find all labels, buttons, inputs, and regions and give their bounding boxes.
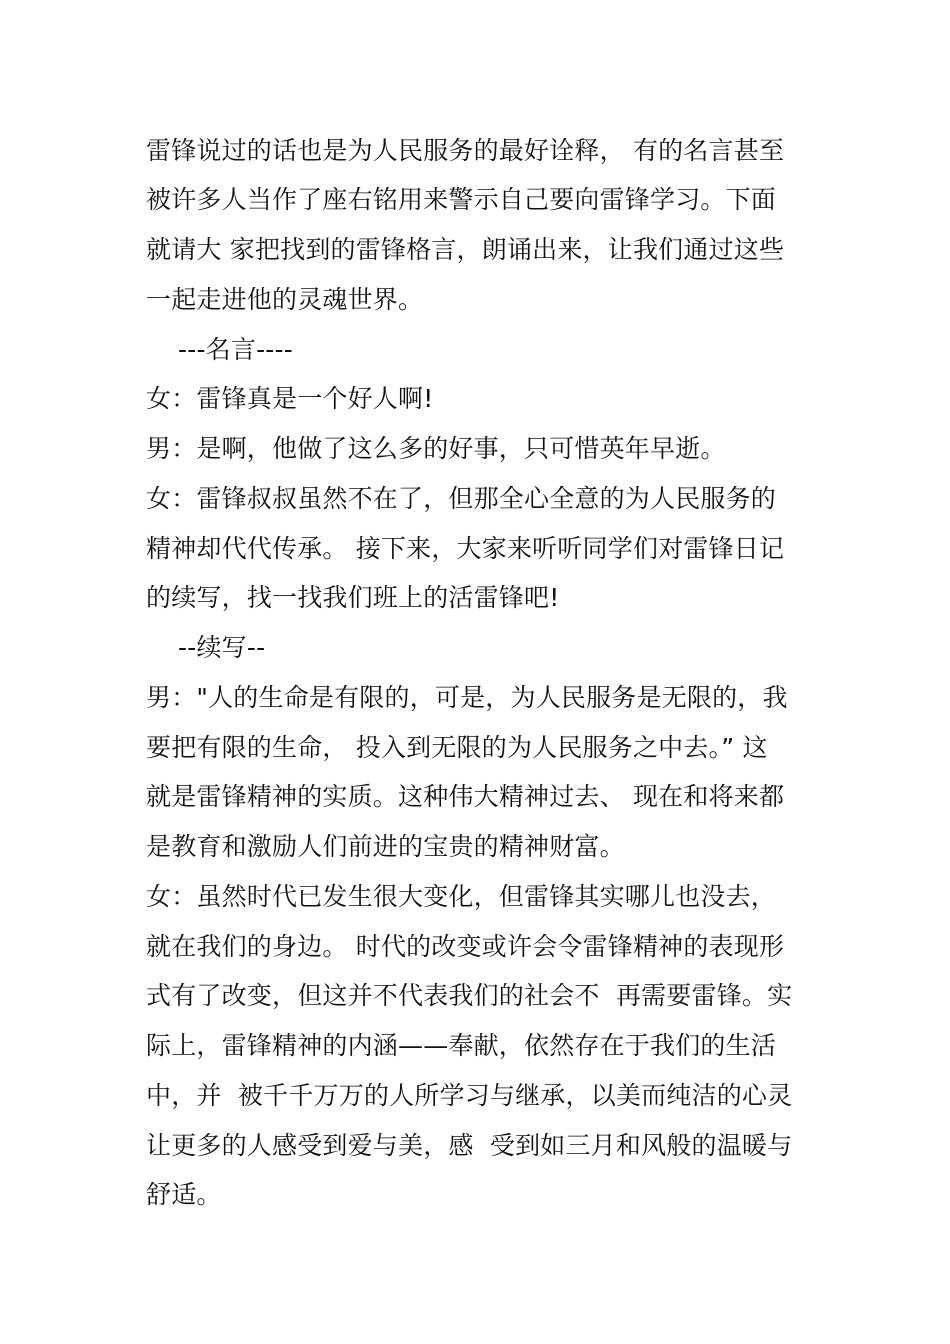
paragraph-line: 雷锋说过的话也是为人民服务的最好诠释， 有的名言甚至 bbox=[146, 136, 785, 165]
dialogue-line: 就是雷锋精神的实质。这种伟大精神过去、 现在和将来都 bbox=[146, 782, 785, 811]
paragraph-line: 一起走进他的灵魂世界。 bbox=[146, 285, 424, 314]
dialogue-line: 男："人的生命是有限的，可是，为人民服务是无限的，我 bbox=[146, 683, 788, 712]
dialogue-line: 女：虽然时代已发生很大变化，但雷锋其实哪儿也没去， bbox=[146, 882, 777, 911]
dialogue-line: 让更多的人感受到爱与美，感 受到如三月和风般的温暖与 bbox=[146, 1131, 793, 1160]
dialogue-line: 式有了改变，但这并不代表我们的社会不 再需要雷锋。实 bbox=[146, 981, 793, 1010]
dialogue-line: 女：雷锋真是一个好人啊! bbox=[146, 384, 434, 413]
dialogue-line: 精神却代代传承。 接下来，大家来听听同学们对雷锋日记 bbox=[146, 534, 785, 563]
dialogue-line: 际上，雷锋精神的内涵——奉献，依然存在于我们的生活 bbox=[146, 1031, 777, 1060]
section-heading: --续写-- bbox=[178, 633, 266, 662]
paragraph-line: 被许多人当作了座右铭用来警示自己要向雷锋学习。下面 bbox=[146, 185, 777, 214]
dialogue-line: 女：雷锋叔叔虽然不在了，但那全心全意的为人民服务的 bbox=[146, 484, 777, 513]
dialogue-line: 是教育和激励人们前进的宝贵的精神财富。 bbox=[146, 832, 625, 861]
dialogue-line: 的续写，找一找我们班上的活雷锋吧! bbox=[146, 583, 560, 612]
paragraph-line: 就请大 家把找到的雷锋格言，朗诵出来，让我们通过这些 bbox=[146, 235, 785, 264]
dialogue-line: 中，并 被千千万万的人所学习与继承，以美而纯洁的心灵 bbox=[146, 1081, 793, 1110]
dialogue-line: 就在我们的身边。 时代的改变或许会令雷锋精神的表现形 bbox=[146, 932, 785, 961]
dialogue-line: 要把有限的生命， 投入到无限的为人民服务之中去。” 这 bbox=[146, 733, 768, 762]
dialogue-line: 舒适。 bbox=[146, 1180, 222, 1209]
section-heading: ---名言---- bbox=[178, 335, 293, 364]
dialogue-line: 男：是啊，他做了这么多的好事，只可惜英年早逝。 bbox=[146, 434, 726, 463]
